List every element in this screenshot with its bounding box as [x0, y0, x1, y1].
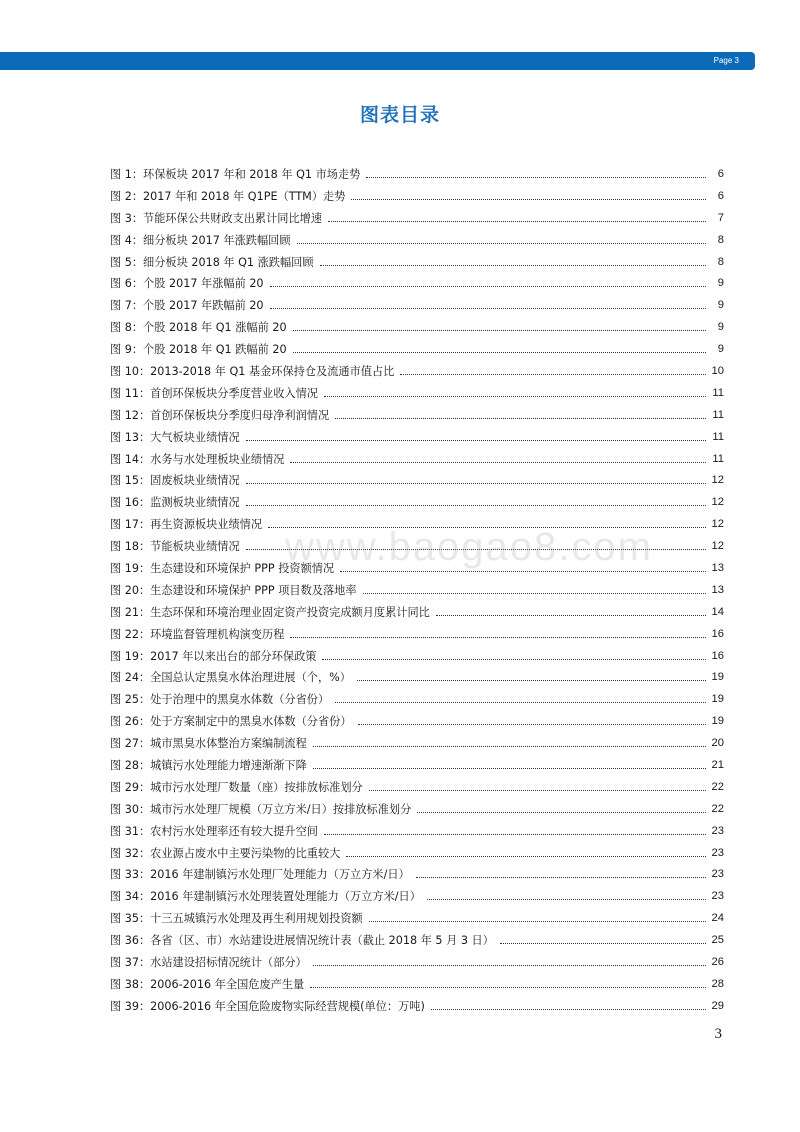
toc-entry[interactable]: [110, 885, 724, 907]
toc-entry-label: 图 34：2016 年建制镇污水处理装置处理能力（万立方米/日）: [110, 890, 421, 904]
toc-entry-page: 23: [711, 824, 724, 837]
dot-leader: [363, 592, 706, 594]
toc-entry-label: 图 15：固废板块业绩情况: [110, 474, 240, 488]
toc-entry-page: 21: [711, 758, 724, 771]
dot-leader: [310, 986, 705, 988]
dot-leader: [328, 220, 706, 222]
header-bar: [0, 52, 755, 70]
dot-leader: [500, 942, 706, 944]
dot-leader: [270, 285, 706, 287]
page-title: 图表目录: [359, 104, 440, 126]
dot-leader: [335, 701, 705, 703]
dot-leader: [290, 461, 706, 463]
toc-entry-label: 图 6：个股 2017 年涨幅前 20: [110, 277, 264, 291]
toc-entry-label: 图 4：细分板块 2017 年涨跌幅回顾: [110, 233, 291, 247]
toc-entry[interactable]: [110, 491, 724, 513]
toc-entry[interactable]: [110, 382, 724, 404]
toc-entry[interactable]: [110, 842, 724, 864]
toc-entry-label: 图 39：2006-2016 年全国危险废物实际经营规模(单位：万吨): [110, 999, 425, 1013]
toc-entry-label: 图 37：水站建设招标情况统计（部分）: [110, 956, 307, 969]
dot-leader: [246, 439, 706, 441]
toc-entry-label: 图 22：环境监督管理机构演变历程: [110, 627, 285, 641]
toc-entry-page: 11: [712, 430, 724, 443]
toc-entry[interactable]: [110, 623, 724, 645]
toc-entry-label: 图 12：首创环保板块分季度归母净利润情况: [110, 408, 330, 422]
toc-entry-page: 16: [711, 649, 724, 662]
toc-entry-label: 图 10：2013-2018 年 Q1 基金环保持仓及流通市值占比: [110, 364, 395, 378]
dot-leader: [313, 745, 706, 747]
toc-entry-label: 图 7：个股 2017 年跌幅前 20: [110, 299, 264, 313]
toc-entry-page: 16: [711, 627, 724, 640]
dot-leader: [340, 570, 705, 572]
toc-entry-label: 图 14：水务与水处理板块业绩情况: [110, 452, 285, 466]
page-number: 3: [714, 1026, 722, 1042]
toc-entry[interactable]: [110, 185, 724, 207]
toc-entry-page: 13: [711, 561, 724, 574]
dot-leader: [313, 767, 706, 769]
toc-entry-page: 7: [717, 211, 724, 224]
toc-entry-page: 23: [711, 868, 724, 881]
toc-entry-label: 图 35：十三五城镇污水处理及再生利用规划投资额: [110, 912, 363, 926]
toc-entry[interactable]: [110, 645, 724, 667]
toc-entry[interactable]: [110, 732, 724, 754]
dot-leader: [246, 504, 706, 506]
toc-entry-label: 图 21：生态环保和环境治理业固定资产投资完成额月度累计同比: [110, 605, 430, 619]
dot-leader: [346, 855, 705, 857]
toc-entry[interactable]: [110, 951, 724, 973]
dot-leader: [313, 964, 706, 966]
dot-leader: [431, 1008, 706, 1010]
dot-leader: [369, 789, 706, 791]
toc-entry-label: 图 2：2017 年和 2018 年 Q1PE（TTM）走势: [110, 189, 346, 203]
toc-entry-label: 图 19：生态建设和环境保护 PPP 投资额情况: [110, 561, 335, 575]
toc-entry-page: 6: [717, 189, 724, 202]
dot-leader: [324, 395, 706, 397]
dot-leader: [335, 417, 706, 419]
toc-entry-label: 图 8：个股 2018 年 Q1 涨幅前 20: [110, 321, 287, 335]
toc-entry-page: 22: [711, 780, 724, 793]
toc-entry-label: 图 29：城市污水处理厂数量（座）按排放标准划分: [110, 780, 363, 794]
toc-entry-label: 图 17：再生资源板块业绩情况: [110, 518, 263, 532]
toc-entry[interactable]: [110, 360, 724, 382]
toc-entry-page: 14: [711, 605, 724, 618]
toc-entry-label: 图 27：城市黑臭水体整治方案编制流程: [110, 737, 307, 751]
toc-entry[interactable]: [110, 294, 724, 316]
toc-entry[interactable]: [110, 973, 724, 995]
toc-entry-label: 图 19：2017 年以来出台的部分环保政策: [110, 649, 317, 663]
dot-leader: [297, 242, 706, 244]
toc-entry-label: 图 31：农村污水处理率还有较大提升空间: [110, 824, 318, 838]
toc-entry-page: 13: [711, 583, 724, 596]
dot-leader: [246, 482, 706, 484]
dot-leader: [369, 920, 706, 922]
toc-entry-label: 图 1：环保板块 2017 年和 2018 年 Q1 市场走势: [110, 167, 361, 181]
toc-entry-page: 9: [717, 343, 724, 356]
page-tag: Page 3: [713, 56, 739, 65]
dot-leader: [436, 614, 706, 616]
toc-entry[interactable]: [110, 688, 724, 710]
toc-entry-page: 29: [711, 999, 724, 1012]
toc-entry[interactable]: [110, 995, 724, 1017]
dot-leader: [293, 351, 706, 353]
dot-leader: [427, 898, 706, 900]
toc-entry[interactable]: [110, 448, 724, 470]
toc-entry-page: 24: [711, 912, 724, 925]
dot-leader: [358, 723, 706, 725]
dot-leader: [290, 636, 705, 638]
toc-entry[interactable]: [110, 601, 724, 623]
toc-entry-label: 图 36：各省（区、市）水站建设进展情况统计表（截止 2018 年 5 月 3 日）: [110, 934, 494, 948]
toc-entry[interactable]: [110, 929, 724, 951]
toc-entry-label: 图 5：细分板块 2018 年 Q1 涨跌幅回顾: [110, 255, 314, 269]
dot-leader: [416, 876, 706, 878]
dot-leader: [324, 833, 706, 835]
toc-entry-label: 图 9：个股 2018 年 Q1 跌幅前 20: [110, 343, 287, 357]
dot-leader: [351, 198, 706, 200]
watermark: www.baogao8.com: [285, 525, 653, 569]
toc-entry-label: 图 18：节能板块业绩情况: [110, 540, 240, 554]
toc-entry-page: 6: [717, 167, 724, 180]
toc-entry-label: 图 3：节能环保公共财政支出累计同比增速: [110, 211, 323, 225]
toc-entry-page: 10: [711, 364, 724, 377]
toc-entry-label: 图 16：监测板块业绩情况: [110, 496, 240, 510]
toc-entry[interactable]: [110, 251, 724, 273]
dot-leader: [270, 307, 706, 309]
dot-leader: [366, 176, 706, 178]
toc-entry-label: 图 20：生态建设和环境保护 PPP 项目数及落地率: [110, 583, 357, 597]
toc-entry-label: 图 25：处于治理中的黑臭水体数（分省份）: [110, 693, 330, 707]
toc-entry[interactable]: [110, 864, 724, 886]
toc-entry[interactable]: [110, 207, 724, 229]
toc-entry-label: 图 13：大气板块业绩情况: [110, 430, 240, 444]
toc-entry-page: 20: [711, 737, 724, 750]
figure-index-list: [110, 163, 724, 1017]
toc-entry[interactable]: [110, 710, 724, 732]
toc-entry[interactable]: [110, 754, 724, 776]
toc-entry-page: 12: [711, 474, 724, 487]
toc-entry-page: 19: [711, 715, 724, 728]
toc-entry-label: 图 26：处于方案制定中的黑臭水体数（分省份）: [110, 715, 352, 729]
toc-entry[interactable]: [110, 776, 724, 798]
toc-entry-page: 8: [717, 233, 724, 246]
dot-leader: [417, 811, 705, 813]
toc-entry[interactable]: [110, 163, 724, 185]
toc-entry-page: 19: [711, 671, 724, 684]
toc-entry-label: 图 32：农业源占废水中主要污染物的比重较大: [110, 846, 341, 860]
toc-entry-page: 26: [711, 956, 724, 968]
toc-entry-page: 28: [711, 977, 724, 990]
toc-entry-label: 图 30：城市污水处理厂规模（万立方米/日）按排放标准划分: [110, 802, 412, 816]
toc-entry[interactable]: [110, 798, 724, 820]
toc-entry-page: 23: [711, 890, 724, 903]
toc-entry-page: 12: [711, 496, 724, 509]
toc-entry-label: 图 11：首创环保板块分季度营业收入情况: [110, 386, 318, 400]
toc-entry-label: 图 28：城镇污水处理能力增速渐渐下降: [110, 758, 307, 772]
toc-entry[interactable]: [110, 469, 724, 491]
toc-entry-label: 图 38：2006-2016 年全国危废产生量: [110, 977, 305, 991]
toc-entry[interactable]: [110, 907, 724, 929]
toc-entry-page: 22: [711, 802, 724, 815]
toc-entry-page: 8: [717, 255, 724, 268]
toc-entry-page: 9: [717, 321, 724, 334]
toc-entry-page: 23: [711, 846, 724, 859]
toc-entry[interactable]: [110, 272, 724, 294]
toc-entry[interactable]: [110, 426, 724, 448]
toc-entry-page: 12: [711, 540, 724, 553]
toc-entry-label: 图 24：全国总认定黑臭水体治理进展（个，%）: [110, 671, 351, 685]
toc-entry-page: 25: [711, 934, 724, 947]
toc-entry-page: 12: [711, 518, 724, 531]
dot-leader: [320, 264, 706, 266]
toc-entry-page: 9: [717, 277, 724, 290]
toc-entry[interactable]: [110, 404, 724, 426]
toc-entry-page: 11: [712, 386, 724, 399]
dot-leader: [357, 679, 706, 681]
toc-entry[interactable]: [110, 579, 724, 601]
toc-entry-label: 图 33：2016 年建制镇污水处理厂处理能力（万立方米/日）: [110, 868, 410, 882]
toc-entry-page: 11: [712, 408, 724, 421]
toc-entry-page: 9: [717, 299, 724, 312]
toc-entry[interactable]: [110, 338, 724, 360]
dot-leader: [293, 329, 706, 331]
toc-entry-page: 19: [711, 693, 724, 706]
toc-entry[interactable]: [110, 316, 724, 338]
dot-leader: [322, 658, 705, 660]
dot-leader: [400, 373, 705, 375]
toc-entry[interactable]: [110, 820, 724, 842]
toc-entry[interactable]: [110, 666, 724, 688]
toc-entry[interactable]: [110, 229, 724, 251]
toc-entry-page: 11: [712, 452, 724, 465]
